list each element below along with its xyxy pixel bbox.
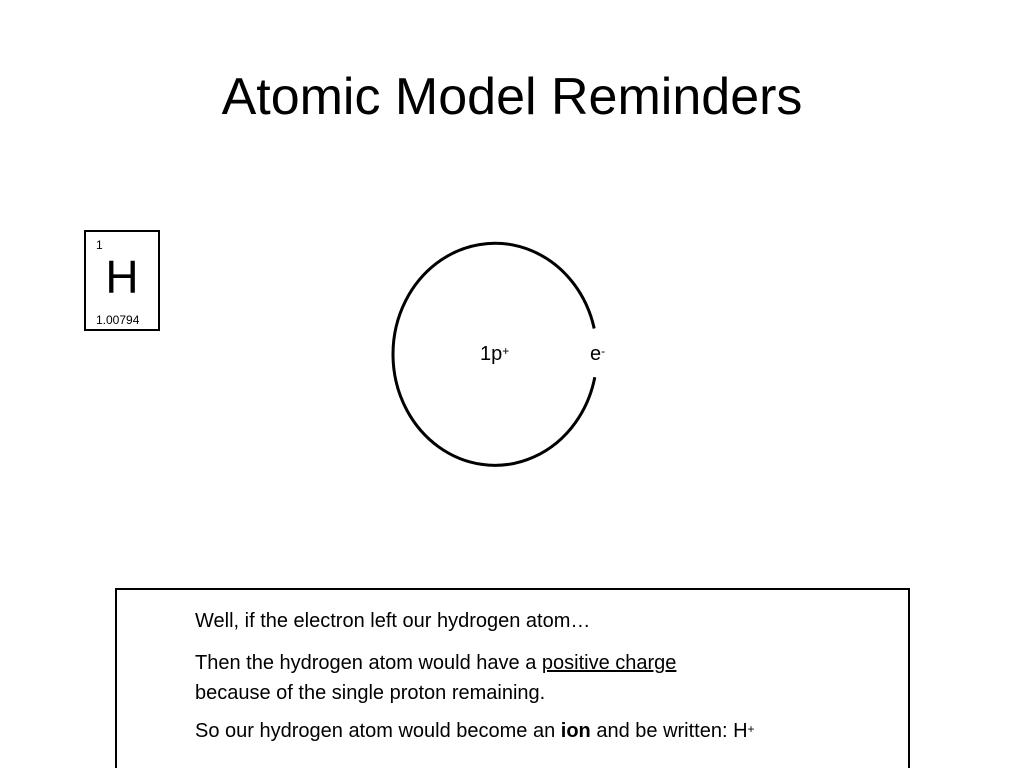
explanation-line-1: Well, if the electron left our hydrogen atom… — [195, 610, 591, 632]
ion-charge: + — [747, 722, 755, 736]
explanation-box — [115, 588, 910, 768]
electron-charge: - — [601, 344, 606, 358]
atomic-number: 1 — [96, 238, 103, 252]
atomic-mass: 1.00794 — [96, 313, 140, 327]
explanation-line-4: So our hydrogen atom would become an ion and be written: H+ — [195, 720, 755, 742]
slide-title: Atomic Model Reminders — [221, 68, 803, 126]
ion-text: ion — [560, 720, 591, 742]
electron-label: e- — [590, 343, 606, 365]
positive-charge-text: positive charge — [541, 652, 677, 674]
explanation-line-3: because of the single proton remaining. — [195, 682, 546, 704]
nucleus-charge: + — [502, 344, 510, 358]
nucleus-label: 1p+ — [480, 343, 510, 365]
element-symbol: H — [105, 251, 139, 303]
explanation-line-2: Then the hydrogen atom would have a positive charge — [195, 652, 677, 674]
periodic-element-tile — [84, 230, 160, 331]
